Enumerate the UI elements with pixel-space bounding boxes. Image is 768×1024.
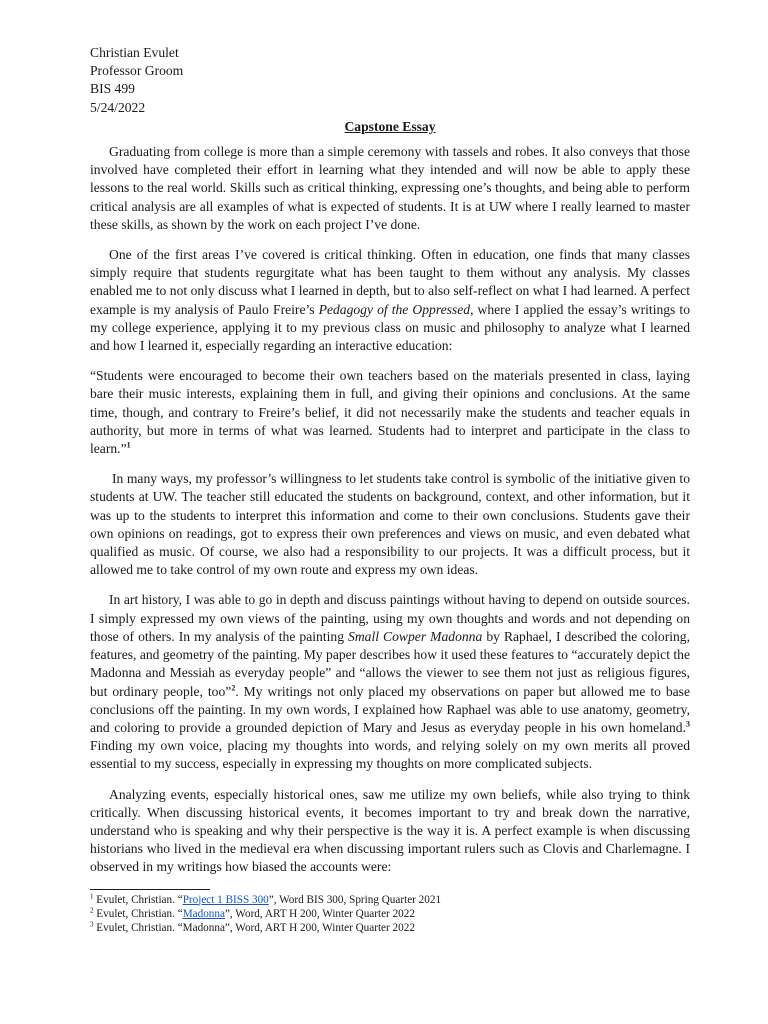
header-block <box>90 44 690 117</box>
paragraph-text: Finding my own voice, placing my thoughts into words, and relying solely on my own merits all proved essential to my success, especially in expressing my thoughts on more complicated subjects. <box>90 738 690 772</box>
footnote-ref-2: 2 <box>231 682 236 692</box>
footnote-link-madonna[interactable]: Madonna <box>182 907 225 920</box>
footnote-link-project-1[interactable]: Project 1 BISS 300 <box>182 893 269 906</box>
footnote-text: Evulet, Christian. “ <box>93 907 183 920</box>
author-name: Christian Evulet <box>90 45 179 60</box>
footnote-number: 2 <box>90 906 94 915</box>
paragraph-text: In art history, I was able to go in depth and discuss paintings without having to depend on outside sources. I simply expressed my own views of the painting, using my own thoughts and words and not depending on those of others. In my analysis of the painting <box>90 592 690 644</box>
footnote-text: ”, Word, ART H 200, Winter Quarter 2022 <box>224 907 415 920</box>
footnotes <box>90 893 690 936</box>
footnote-number: 3 <box>90 920 94 929</box>
footnote-divider <box>90 889 210 890</box>
footnote-text: Evulet, Christian. “ <box>93 893 183 906</box>
footnote-ref-1: 1 <box>126 440 131 450</box>
footnote-3 <box>90 921 690 935</box>
paragraph-text: by Raphael, I described the coloring, features, and geometry of the painting. My paper describes how it used these features to “accurately depict the Madonna and Messiah as everyday people” and “allows the viewer to see them not just as religious figures, but ordinary people, too” <box>90 628 690 699</box>
paragraph-history: Analyzing events, especially historical ones, saw me utilize my own beliefs, while also trying to think critically. When discussing historical events, it becomes important to try and break down the narrative, understand who is speaking and why their perspective is the way it is. A perfect example is when discussing historians who lived in the medieval era when discussing important rulers such as Clovis and Charlemagne. I observed in my writings how biased the accounts were: <box>90 786 690 875</box>
block-quote <box>90 367 690 458</box>
paragraph-intro: Graduating from college is more than a simple ceremony with tassels and robes. It also conveys that those involved have completed their effort in learning what they intended and will now be able to apply these lessons to the real world. Skills such as critical thinking, expressing one’s thoughts, and being able to perform critical analysis are all examples of what is expected of students. It is at UW where I really learned to master these skills, as shown by the work on each project I’ve done. <box>90 144 690 232</box>
professor-name: Professor Groom <box>90 63 184 79</box>
footnote-ref-3: 3 <box>686 719 690 729</box>
footnote-1 <box>90 893 690 907</box>
paragraph-text: . My writings not only placed my observations on paper but allowed me to base conclusions off the painting. In my own words, I explained how Raphael was able to use anatomy, geometry, and coloring to provide a grounded depiction of Mary and Jesus as everyday people in his own homeland. <box>90 683 691 735</box>
footnote-text: ”, Word BIS 300, Spring Quarter 2021 <box>268 893 442 906</box>
paragraph-text: One of the first areas I’ve covered is critical thinking. Often in education, one finds that many classes simply require that students regurgitate what has been taught to them without any analysis. My classes enabled me to not only discuss what I learned in depth, but to also self-reflect on what I had learned. A perfect example is my analysis of Paulo Freire’s <box>90 247 690 317</box>
paragraph-critical-thinking <box>90 246 690 355</box>
footnote-number: 1 <box>90 891 94 900</box>
footnote-text: Evulet, Christian. “Madonna”, Word, ART H 200, Winter Quarter 2022 <box>93 922 415 935</box>
paragraph-professor: In many ways, my professor’s willingness to let students take control is symbolic of the initiative given to students at UW. The teacher still educated the students on background, context, and other information, but it was up to the students to interpret this information and come to their own conclusions. Students gave their own opinions on readings, got to express their own preferences and views on music, and even debated what qualified as music. Of course, we also had a responsibility to our projects. It was a difficult process, but it allowed me to take control of my own route and express my own ideas. <box>90 471 690 578</box>
book-title: Pedagogy of the Oppressed <box>318 301 471 317</box>
footnote-2 <box>90 907 690 921</box>
essay-date: 5/24/2022 <box>90 99 146 115</box>
painting-title: Small Cowper Madonna <box>348 628 483 644</box>
paragraph-art-history <box>90 591 690 773</box>
quote-text: “Students were encouraged to become their own teachers based on the materials presented in class, laying bare their music interests, explaining them in full, and giving their opinions and conclusions. At the same time, though, and contrary to Freire’s belief, it did not necessarily make the students and teacher equals in authority, but more in terms of what was learned. Students had to interpret and participate in the class to learn.” <box>90 368 690 457</box>
course-code: BIS 499 <box>90 81 135 97</box>
essay-title: Capstone Essay <box>344 118 436 134</box>
paragraph-text: , where I applied the essay’s writings to my college experience, applying it to my previous class on music and philosophy to analyze what I learned and how I learned it, especially regarding an interactive education: <box>90 301 691 354</box>
